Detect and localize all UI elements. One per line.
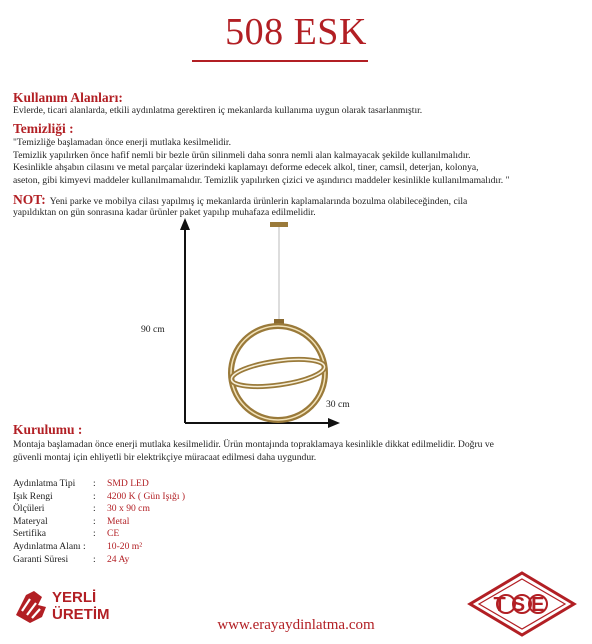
spec-separator: : (93, 553, 96, 565)
spec-separator: : (93, 528, 96, 540)
spec-value: Metal (107, 515, 130, 527)
height-arrow-head (180, 218, 190, 230)
spec-row (13, 528, 185, 541)
spec-row (13, 516, 185, 529)
spec-label: Aydınlatma Tipi (13, 478, 76, 489)
specs-list (13, 478, 185, 566)
usage-text: Evlerde, ticari alanlarda, etkili aydınlatma gerektiren iç mekanlarda kullanıma uygun olarak tasarlanmıştır. (13, 105, 423, 116)
cleaning-line: aseton, gibi kimyevi maddeler kullanılmamalıdır. Temizlik yapılırken çizici ve aşındırıcı maddeler kesinlikle kullanılmamalıdır. " (13, 174, 510, 186)
spec-separator: : (93, 515, 96, 527)
page-title: 508 ESK (225, 11, 367, 53)
spec-label: Aydınlatma Alanı : (13, 540, 86, 552)
spec-separator: : (93, 478, 96, 489)
spec-row (13, 478, 185, 491)
spec-value: CE (107, 528, 120, 540)
cleaning-line: "Temizliğe başlamadan önce enerji mutlaka kesilmelidir. (13, 137, 231, 148)
spec-value: 24 Ay (107, 553, 130, 565)
spec-separator: : (93, 503, 96, 515)
note-text: Yeni parke ve mobilya cilası yapılmış iç mekanlarda ürünlerin kaplamalarında bozulma olabileceğinden, cila (49, 196, 468, 207)
tse-logo-text: TSE (493, 594, 551, 616)
spec-row (13, 541, 185, 554)
badge-line-2: ÜRETİM (52, 606, 110, 623)
height-dimension-label: 90 cm (141, 324, 165, 335)
spec-label: Ölçüleri (13, 503, 45, 515)
note-text-cont: yapıldıktan on gün sonrasına kadar ürünler paket yapılıp muhafaza edilmelidir. (13, 207, 316, 218)
tse-logo (466, 570, 578, 638)
cleaning-line: Temizlik yapılırken önce hafif nemli bir bezle ürün silinmeli daha sonra nemli alan kalmayacak şekilde kullanılmalıdır. (13, 149, 471, 161)
product-illustration (150, 218, 370, 428)
spec-separator: : (93, 490, 96, 502)
website-url: www.erayaydinlatma.com (217, 617, 375, 633)
width-arrow-head (328, 418, 340, 428)
spec-value: 10-20 m² (107, 540, 143, 552)
spec-row (13, 503, 185, 516)
spec-value: SMD LED (107, 478, 149, 489)
spec-value: 4200 K ( Gün Işığı ) (107, 490, 186, 502)
installation-heading: Kurulumu : (13, 422, 83, 437)
title-underline (192, 60, 368, 62)
spec-label: Garanti Süresi (13, 553, 69, 565)
installation-text-cont: güvenli montaj için ehliyetli bir elektrikçiye müracaat edilmesi daha uygundur. (13, 452, 317, 463)
cleaning-heading: Temizliği : (13, 121, 74, 136)
spec-value: 30 x 90 cm (107, 503, 150, 515)
spec-label: Işık Rengi (13, 490, 53, 502)
spec-row (13, 554, 185, 567)
installation-text: Montaja başlamadan önce enerji mutlaka kesilmelidir. Ürün montajında topraklamaya kesinlikle dikkat edilmelidir. Doğru ve (13, 439, 494, 450)
spec-label: Sertifika (13, 528, 47, 540)
cleaning-line: Kesinlikle ahşabın cilasını ve metal parçalar üzerindeki kaplamayı deforme edecek alkol, tiner, camsil, deterjan, kolonya, (13, 162, 479, 174)
width-dimension-label: 30 cm (326, 399, 350, 410)
spec-row (13, 491, 185, 504)
usage-heading: Kullanım Alanları: (13, 90, 123, 105)
note-label: NOT: (13, 192, 46, 207)
spec-label: Materyal (13, 515, 48, 527)
ceiling-canopy (270, 222, 288, 227)
badge-line-1: YERLİ (52, 589, 97, 606)
outer-ring-highlight (231, 326, 325, 420)
